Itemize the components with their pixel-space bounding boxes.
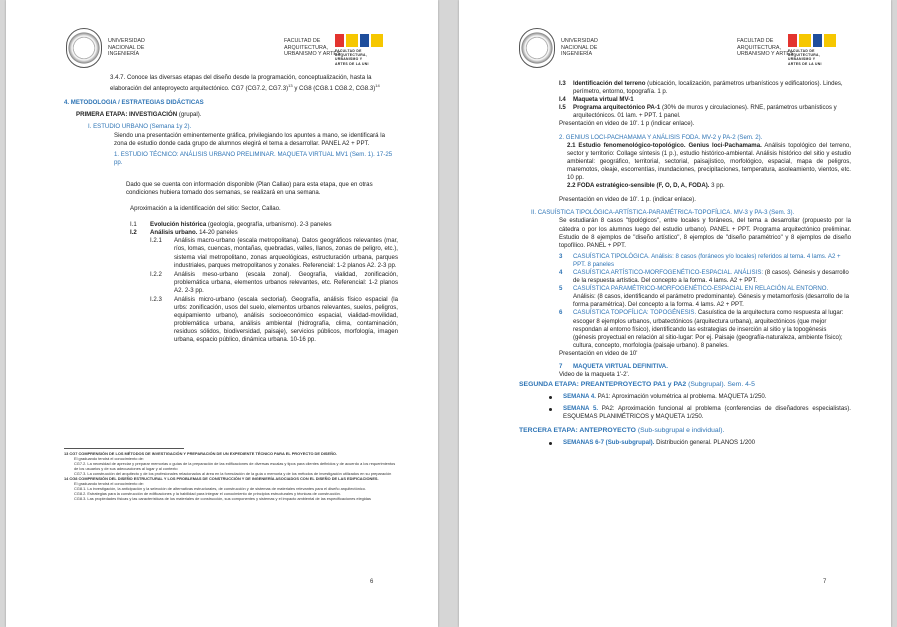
- text: Análisis: (8 casos, identificando el parámetro predominante). Génesis y metamorfosis (desarrollo de la forma paramétrica). Del concepto a la forma. 4 lams. A2 + PPT.: [573, 293, 850, 309]
- list-item: [559, 104, 851, 120]
- page-header: [6, 28, 438, 68]
- footnote-ref[interactable]: 14: [375, 83, 380, 89]
- paragraph: Presentación en video de 10'. 1 p. (indicar enlace).: [559, 196, 697, 204]
- bullet-icon: [549, 396, 552, 399]
- faculty-name: [737, 38, 794, 58]
- faculty-line: URBANISMO Y ARTES: [284, 51, 341, 58]
- logo-caption-line: URBANISMO Y: [335, 57, 363, 62]
- list-item: [130, 271, 398, 295]
- text: Distribución general. PLANOS 1/200: [654, 438, 756, 446]
- faculty-line: ARQUITECTURA,: [737, 44, 782, 51]
- list: [130, 221, 398, 344]
- paragraph: Video de la maqueta 1'-2'.: [559, 371, 630, 379]
- subsection-heading: II. CASUÍSTICA TIPOLÓGICA-ARTÍSTICA-PARAMÉTRICA-TOPOFÍLICA. MV-3 y PA-3 (Sem. 3).: [531, 209, 795, 217]
- page-right: [459, 0, 891, 627]
- text: 14-20 paneles: [197, 229, 238, 237]
- text: Casuística de la arquitectura como respuesta al lugar: escoger 8 ejemplos urbanos, urbatectónicos (arquitectura urbana), arquitectónicos (que mejor respondan al entorno físico), identificando las estrategias de inserción al sitio y la topogénesis (génesis proyectual en relación al sitio-lugar: Por ej. Paisaje (geografía-naturaleza, ambiente físico); cultura, concepto, morfología (paisaje urbano). 8 paneles.: [573, 309, 844, 349]
- list-number: I.4: [559, 96, 566, 104]
- university-line: INGENIERÍA: [108, 51, 140, 58]
- text: Análisis urbano.: [150, 229, 198, 237]
- text: Análisis micro-urbano (escala sectorial). Geografía, análisis físico espacial (la urbs: zonificación, usos del suelo, elementos urbanos relevantes, suelos, peligros, equipamiento urbano), análisis socioeconómico espacial, vialidad-movilidad, problemática urbana, análisis ambiental (hidrografía, clima, contaminación, residuos sólidos, biodiversidad, paisaje), servicios públicos, morfología, imagen urbana, espacio público, dinámica urbana. 10-16 pp.: [174, 296, 398, 344]
- paragraph: Se estudiarán 8 casos "tipológicos", entre locales y foráneos, del tema a desarrollar (propuesto por la cátedra o por los alumnos luego del estudio urbano). PANEL + PPT. Programa arquitectónico preliminar. Estudio de 8 ejemplos de "diseño artístico", 8 ejemplos de "diseño paramétrico" y 8 ejemplos de diseño topofílico. PANEL + PPT.: [559, 217, 851, 249]
- list-item: [559, 309, 851, 349]
- page-header: [459, 28, 891, 68]
- text: MAQUETA VIRTUAL DEFINITIVA.: [573, 363, 668, 370]
- university-line: NACIONAL DE: [561, 44, 598, 51]
- text: SEMANAS 6-7 (Sub-subgrupal).: [563, 438, 655, 446]
- list-item: [549, 405, 851, 421]
- list-item: [130, 296, 398, 345]
- faculty-name: [284, 38, 341, 58]
- university-line: UNIVERSIDAD: [108, 38, 145, 44]
- etapa-heading: [76, 111, 398, 119]
- text: 3 pp.: [709, 182, 725, 190]
- etapa-heading: [519, 427, 851, 435]
- subsection-heading: 1. ESTUDIO TÉCNICO: ANÁLISIS URBANO PRELIMINAR. MAQUETA VIRTUAL MV1 (Sem. 1). 17-25 pp.: [114, 150, 393, 166]
- footnote-heading: 14 CG8 COMPRENSIÓN DEL DISEÑO ESTRUCTURAL Y LOS PROBLEMAS DE CONSTRUCCIÓN Y DE INGENIERÍA ASOCIADOS CON EL DISEÑO DE LAS EDIFICACIONES.: [64, 476, 379, 481]
- list-item: [559, 96, 851, 104]
- page-left: [6, 0, 438, 627]
- list-item: [130, 221, 398, 229]
- text: CASUÍSTICA ARTÍSTICO-MORFOGENÉTICO-ESPACIAL. ANÁLISIS:: [573, 268, 764, 276]
- text: SEGUNDA ETAPA: PREANTEPROYECTO PA1 y PA2: [519, 381, 687, 389]
- text: (grupal).: [177, 111, 202, 119]
- page-number: 6: [370, 579, 374, 585]
- footnote-text: CG7.2. La necesidad de apreciar y preparar memorias o guías de la preparación de las edificaciones de diversas escalas y tipos para clientes definidos y de acuerdo a los requerimientos de los usuarios y de sus adecuaciones al lugar y al contexto: [74, 461, 396, 471]
- list-item: [559, 80, 851, 96]
- text: Análisis meso-urbano (escala zonal). Geografía, vialidad, zonificación, problemática urbana, elementos urbanos relevantes, etc. Referencial: 1-2 planos A2. 2-3 pp.: [174, 270, 398, 294]
- text: Evolución histórica: [150, 221, 207, 229]
- list-number: I.1: [130, 221, 137, 229]
- footnote-heading: 13 CG7 COMPRENSIÓN DE LOS MÉTODOS DE INVESTIGACIÓN Y PREPARACIÓN DE UN EXPEDIENTE TÉCNICO PARA EL PROYECTO DE DISEÑO.: [64, 451, 338, 456]
- subsection-heading: I. ESTUDIO URBANO (Semana 1y 2).: [88, 123, 192, 131]
- university-seal-icon: [66, 28, 102, 68]
- text: (geología, geografía, urbanismo). 2-3 paneles: [206, 221, 332, 229]
- logo-caption-line: URBANISMO Y: [788, 57, 816, 62]
- list-item: [130, 229, 398, 237]
- text: SEMANA 4.: [563, 393, 596, 401]
- university-line: NACIONAL DE: [108, 44, 145, 51]
- text: Identificación del terreno: [573, 80, 646, 87]
- text: (Subgrupal). Sem. 4-5: [686, 381, 755, 389]
- logo-caption-line: FACULTAD DE: [335, 49, 362, 53]
- subsection-heading: 2. GENIUS LOCI-PACHAMAMA Y ANÁLISIS FODA. MV-2 y PA-2 (Sem. 2).: [559, 133, 763, 141]
- text: 2.2 FODA estratégico-sensible (F, O, D, A, FODA).: [567, 182, 710, 190]
- list-number: 7: [559, 363, 563, 370]
- list-number: 6: [559, 309, 563, 317]
- logo-caption-line: FACULTAD DE: [788, 49, 815, 53]
- text: PRIMERA ETAPA: INVESTIGACIÓN: [76, 111, 178, 119]
- footnote-text: CG8.3. Las propiedades físicas y las características de los materiales de construcción, sus componentes y sistemas y el impacto ambiental de las especificaciones elegidas: [74, 496, 371, 501]
- text: Programa arquitectónico PA-1: [573, 104, 661, 112]
- university-line: INGENIERÍA: [561, 51, 593, 58]
- footnotes: [64, 451, 398, 501]
- list-item: [559, 285, 851, 309]
- list-item: [559, 253, 851, 269]
- university-line: UNIVERSIDAD: [561, 38, 598, 44]
- footnote-text: CG8.1. La investigación, la anticipación y la selección de alternativas estructurales, de construcción y de sistemas de materiales relevantes para el diseño arquitectónico.: [74, 486, 366, 491]
- list-number: I.5: [559, 104, 566, 112]
- paragraph: Dado que se cuenta con información disponible (Plan Callao) para esta etapa, que en otras condiciones hubiera tomado dos semanas, se realizará en una semana.: [126, 180, 373, 196]
- university-name: [561, 38, 598, 58]
- footnote-text: CG7.3. La construcción del arquitecto y de los profesionales relacionados al área en la formulación de la guía o memoria y de los métodos de investigación utilizados en su preparación: [74, 471, 392, 476]
- left-body: [64, 74, 398, 345]
- faculty-line: FACULTAD DE: [284, 38, 321, 44]
- list-item: [559, 363, 851, 371]
- text: CASUÍSTICA TOPOFÍLICA: TOPOGÉNESIS.: [573, 309, 697, 317]
- text: (8 casos). Génesis y desarrollo de la respuesta artística. Del concepto a la forma. 4 lams. A2 + PPT.: [573, 268, 849, 285]
- text: (30% de muros y circulaciones). RNE, parámetros urbanísticos y arquitectónicos. 01 lam. + PPT. 1 panel.: [573, 104, 837, 120]
- paragraph: Aproximación a la identificación del sitio: Sector, Callao.: [130, 205, 281, 213]
- list-number: 4: [559, 268, 563, 276]
- right-body: [519, 80, 851, 447]
- text: y CG8 (CG8.1 CG8.2, CG8.3): [292, 85, 376, 93]
- bullet-icon: [549, 408, 552, 411]
- footnote-text: El graduando tendrá el conocimiento de:: [74, 481, 144, 486]
- text: CASUÍSTICA PARAMÉTRICO-MORFOGENÉTICO-ESPACIAL EN RELACIÓN AL ENTORNO.: [573, 285, 829, 293]
- faculty-line: FACULTAD DE: [737, 38, 774, 44]
- list-item: [549, 393, 851, 401]
- list-number: 5: [559, 285, 563, 293]
- list-number: 3: [559, 252, 563, 260]
- paragraph: Presentación en video de 10'. 1 p (indicar enlace).: [559, 120, 695, 128]
- paragraph: [567, 182, 851, 190]
- list-number: I.3: [559, 80, 566, 87]
- list-number: I.2.2: [150, 270, 162, 278]
- faculty-line: ARQUITECTURA,: [284, 44, 329, 51]
- logo-caption-line: ARQUITECTURA,: [788, 53, 820, 58]
- faua-logo-icon: [788, 34, 836, 66]
- text: (ubicación, localización, parámetros urbanísticos y edificatorios). Lindes, perímetro, entorno, topografía. 1 p.: [573, 80, 843, 96]
- text: TERCERA ETAPA: ANTEPROYECTO: [519, 426, 636, 434]
- list-number: I.2.3: [150, 296, 162, 303]
- logo-caption-line: ARQUITECTURA,: [335, 53, 367, 58]
- text: Análisis macro-urbano (escala metropolitana). Datos geográficos relevantes (mar, ríos, lomas, cuencas, montañas, quebradas, valles, llanos, zonas de peligro, etc.), sistema vial metropolitano, zonas arqueológicas, estructuración urbana, parques industriales, parques metropolitanos y zonales. Referencial: 1-2 planos A2. 2-3 pp.: [174, 237, 398, 269]
- text: (Sub-subgrupal e individual).: [635, 426, 725, 434]
- text: Maqueta virtual MV-1: [573, 96, 634, 104]
- footnote-divider: [64, 448, 184, 449]
- faua-logo-icon: [335, 34, 383, 66]
- text: 3.4.7. Conoce las diversas etapas del diseño desde la programación, conceptualización, hasta la elaboración del anteproyecto arquitectónico. CG7 (CG7.2, CG7.3): [110, 74, 372, 93]
- text: CASUÍSTICA TIPOLÓGICA. Análisis: 8 casos (foráneos y/o locales) referidos al tema. 4 lams. A2 + PPT. 8 paneles: [573, 252, 841, 268]
- text: PA1: Aproximación volumétrica al problema. MAQUETA 1/250.: [595, 393, 767, 401]
- paragraph: Presentación en video de 10': [559, 349, 638, 357]
- logo-caption-line: ARTES DE LA UNI: [335, 61, 369, 66]
- text: Análisis topológico del terreno, sector y territorio: Collage síntesis (1 p.), estudio histórico-ambiental. Análisis histórico del sitio y estudio ambiental: geográfico, territorial, sectorial, paisajístico, morfológico, espacial, mapa de peligros, maremotos, oleaje, escorrentías, inundaciones, precipitaciones, temperatura, asoleamiento, vientos, etc. 10 pp.: [567, 141, 851, 182]
- section-heading: 4. METODOLOGIA / ESTRATEGIAS DIDÁCTICAS: [64, 99, 204, 107]
- text: 2.1 Estudio fenomenológico-topológico. Genius loci-Pachamama.: [567, 141, 762, 149]
- etapa-heading: [519, 381, 851, 389]
- paragraph: [567, 142, 851, 182]
- paragraph-347: [110, 74, 398, 93]
- logo-caption-line: ARTES DE LA UNI: [788, 61, 822, 66]
- list-item: [130, 237, 398, 269]
- university-seal-icon: [519, 28, 555, 68]
- page-number: 7: [823, 579, 827, 585]
- university-name: [108, 38, 145, 58]
- bullet-icon: [549, 442, 552, 445]
- faculty-line: URBANISMO Y ARTES: [737, 51, 794, 58]
- list-item: [559, 269, 851, 285]
- footnote-ref[interactable]: 13: [288, 83, 293, 89]
- paragraph: Siendo una presentación eminentemente gráfica, privilegiando los apuntes a mano, se identificará la zona de estudio donde cada grupo de alumnos elegirá el tema a desarrollar. PANEL A2 + PPT.: [114, 131, 386, 147]
- list-item: [549, 439, 851, 447]
- list-number: I.2.1: [150, 237, 162, 245]
- footnote-text: CG8.2. Estrategias para la construcción de edificaciones y la habilidad para integrar el conocimiento de principios estructurales y técnicas de construcción.: [74, 491, 341, 496]
- footnote-text: El graduando tendrá el conocimiento de:: [74, 456, 144, 461]
- text: SEMANA 5.: [563, 405, 599, 413]
- list-number: I.2: [130, 229, 137, 237]
- text: PA2: Aproximación funcional al problema (conferencias de diseñadores especialistas). ESQUEMAS PLANIMÉTRICOS y MAQUETA 1/250.: [563, 405, 851, 421]
